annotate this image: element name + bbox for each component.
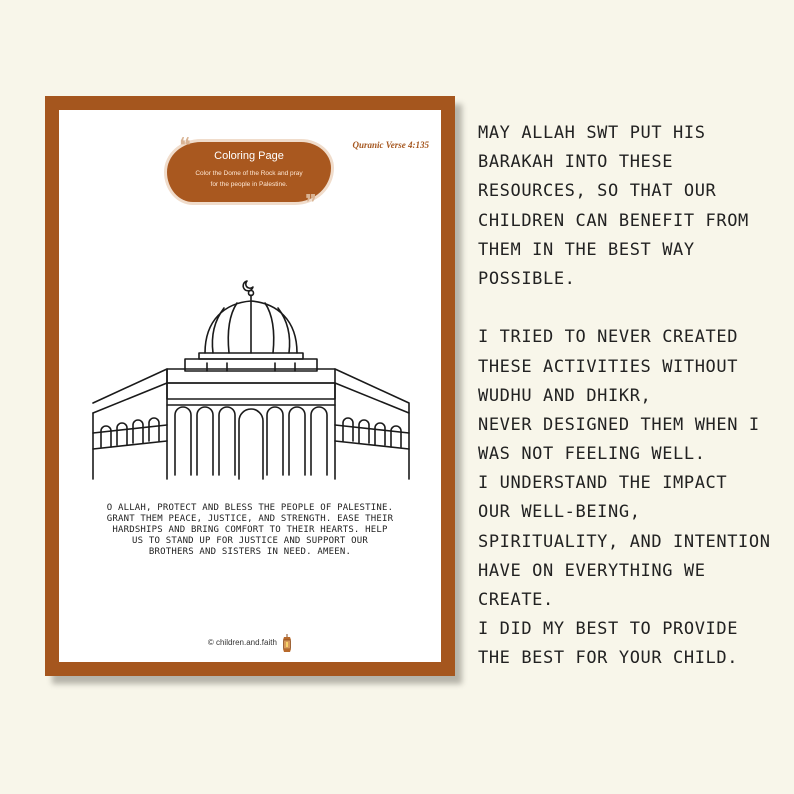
message-line: WUDHU AND DHIKR, — [478, 385, 652, 406]
message-text — [478, 119, 778, 674]
message-line: POSSIBLE. — [478, 268, 576, 289]
worksheet-frame — [45, 96, 455, 676]
prayer-line: O ALLAH, PROTECT AND BLESS THE PEOPLE OF PALESTINE. — [106, 503, 394, 513]
close-quote-icon: ❞ — [305, 191, 317, 216]
header-subtitle-line: Color the Dome of the Rock and pray — [195, 170, 303, 177]
footer-credit — [59, 634, 441, 652]
message-line: CREATE. — [478, 590, 554, 610]
message-line: THE BEST FOR YOUR CHILD. — [478, 648, 739, 669]
lantern-icon — [282, 634, 292, 652]
message-line: MAY ALLAH SWT PUT HIS — [478, 123, 706, 143]
central-arcade — [167, 405, 335, 479]
header-subtitle-line: for the people in Palestine. — [210, 181, 288, 188]
side-arches-right — [335, 418, 409, 449]
message-line — [478, 294, 778, 323]
open-quote-icon: ❝ — [179, 134, 191, 159]
header-subtitle — [171, 168, 327, 190]
message-line: I UNDERSTAND THE IMPACT — [478, 473, 728, 494]
message-line: HAVE ON EVERYTHING WE — [478, 560, 706, 581]
message-line: THEM IN THE BEST WAY — [478, 239, 695, 260]
message-line: I DID MY BEST TO PROVIDE — [478, 619, 739, 640]
header-title: Coloring Page — [214, 150, 284, 162]
prayer-text — [81, 503, 419, 558]
prayer-line: BROTHERS AND SISTERS IN NEED. AMEEN. — [148, 547, 352, 557]
roof-outline — [93, 369, 409, 413]
message-line: BARAKAH INTO THESE — [478, 152, 674, 173]
prayer-line: US TO STAND UP FOR JUSTICE AND SUPPORT OUR — [132, 536, 368, 546]
prayer-line: GRANT THEM PEACE, JUSTICE, AND STRENGTH. EASE THEIR — [106, 514, 394, 524]
verse-reference: Quranic Verse 4:135 — [352, 140, 429, 150]
message-line: OUR WELL-BEING, — [478, 502, 641, 523]
dome-outline — [199, 301, 303, 359]
message-line: NEVER DESIGNED THEM WHEN I — [478, 414, 760, 435]
prayer-line: HARDSHIPS AND BRING COMFORT TO THEIR HEARTS. HELP — [112, 525, 388, 535]
message-line: CHILDREN CAN BENEFIT FROM — [478, 210, 749, 231]
crescent-finial-icon — [243, 281, 253, 300]
side-arches-left — [93, 418, 167, 449]
footer-credit-text: © children.and.faith — [207, 638, 277, 648]
dome-of-the-rock-illustration — [87, 275, 411, 485]
wall-outline — [93, 383, 409, 479]
message-line: RESOURCES, SO THAT OUR — [478, 181, 717, 202]
message-line: THESE ACTIVITIES WITHOUT — [478, 356, 739, 377]
worksheet-page — [59, 110, 441, 662]
message-line: WAS NOT FEELING WELL. — [478, 444, 706, 465]
message-line: SPIRITUALITY, AND INTENTION — [478, 531, 771, 552]
message-line: I TRIED TO NEVER CREATED — [478, 327, 739, 348]
